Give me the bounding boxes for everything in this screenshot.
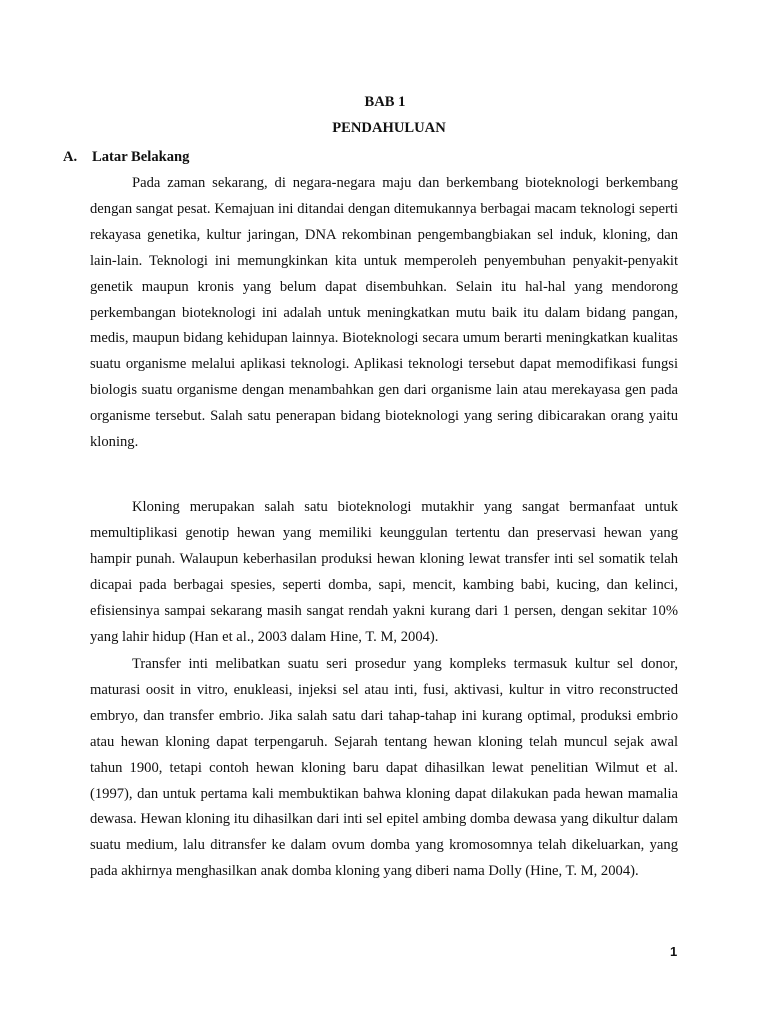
chapter-title: PENDAHULUAN xyxy=(332,120,446,136)
paragraph-3: Transfer inti melibatkan suatu seri prosedur yang kompleks termasuk kultur sel donor, maturasi oosit in vitro, enukleasi, injeksi sel atau inti, fusi, aktivasi, kultur in vitro reconstructed embryo, dan transfer embrio. Jika salah satu dari tahap-tahap ini kurang optimal, produksi embrio atau hewan kloning dapat terpengaruh. Sejarah tentang hewan kloning telah muncul sejak awal tahun 1900, tetapi contoh hewan kloning baru dapat dihasilkan lewat penelitian Wilmut et al. (1997), dan untuk pertama kali membuktikan bahwa kloning dapat dilakukan pada hewan mamalia dewasa. Hewan kloning itu dihasilkan dari inti sel epitel ambing domba dewasa yang dikultur dalam suatu medium, lalu ditransfer ke dalam ovum domba yang kromosomnya telah dikeluarkan, yang pada akhirnya menghasilkan anak domba kloning yang diberi nama Dolly (Hine, T. M, 2004). xyxy=(90,656,678,880)
section-heading xyxy=(63,148,189,166)
chapter-number: BAB 1 xyxy=(364,94,406,110)
section-title: Latar Belakang xyxy=(92,149,190,165)
section-letter: A. xyxy=(63,149,78,165)
page-number: 1 xyxy=(670,944,678,959)
paragraph-2: Kloning merupakan salah satu bioteknologi mutakhir yang sangat bermanfaat untuk memultiplikasi genotip hewan yang memiliki keunggulan tertentu dan preservasi hewan yang hampir punah. Walaupun keberhasilan produksi hewan kloning lewat transfer inti sel somatik telah dicapai pada berbagai spesies, seperti domba, sapi, mencit, kambing babi, kucing, dan kelinci, efisiensinya sampai sekarang masih sangat rendah yakni kurang dari 1 persen, dengan sekitar 10% yang lahir hidup (Han et al., 2003 dalam Hine, T. M, 2004). xyxy=(90,499,678,645)
paragraph-1: Pada zaman sekarang, di negara-negara maju dan berkembang bioteknologi berkembang dengan sangat pesat. Kemajuan ini ditandai dengan ditemukannya berbagai macam teknologi seperti rekayasa genetika, kultur jaringan, DNA rekombinan pengembangbiakan sel induk, kloning, dan lain-lain. Teknologi ini memungkinkan kita untuk memperoleh penyembuhan penyakit-penyakit genetik maupun kronis yang belum dapat disembuhkan. Selain itu hal-hal yang mendorong perkembangan bioteknologi ini adalah untuk meningkatkan mutu baik itu dalam bidang pangan, medis, maupun bidang kehidupan lainnya. Bioteknologi secara umum berarti meningkatkan kualitas suatu organisme melalui aplikasi teknologi. Aplikasi teknologi tersebut dapat memodifikasi fungsi biologis suatu organisme dengan menambahkan gen dari organisme lain atau merekayasa gen pada organisme tersebut. Salah satu penerapan bidang bioteknologi yang sering dibicarakan orang yaitu kloning. xyxy=(90,175,678,451)
